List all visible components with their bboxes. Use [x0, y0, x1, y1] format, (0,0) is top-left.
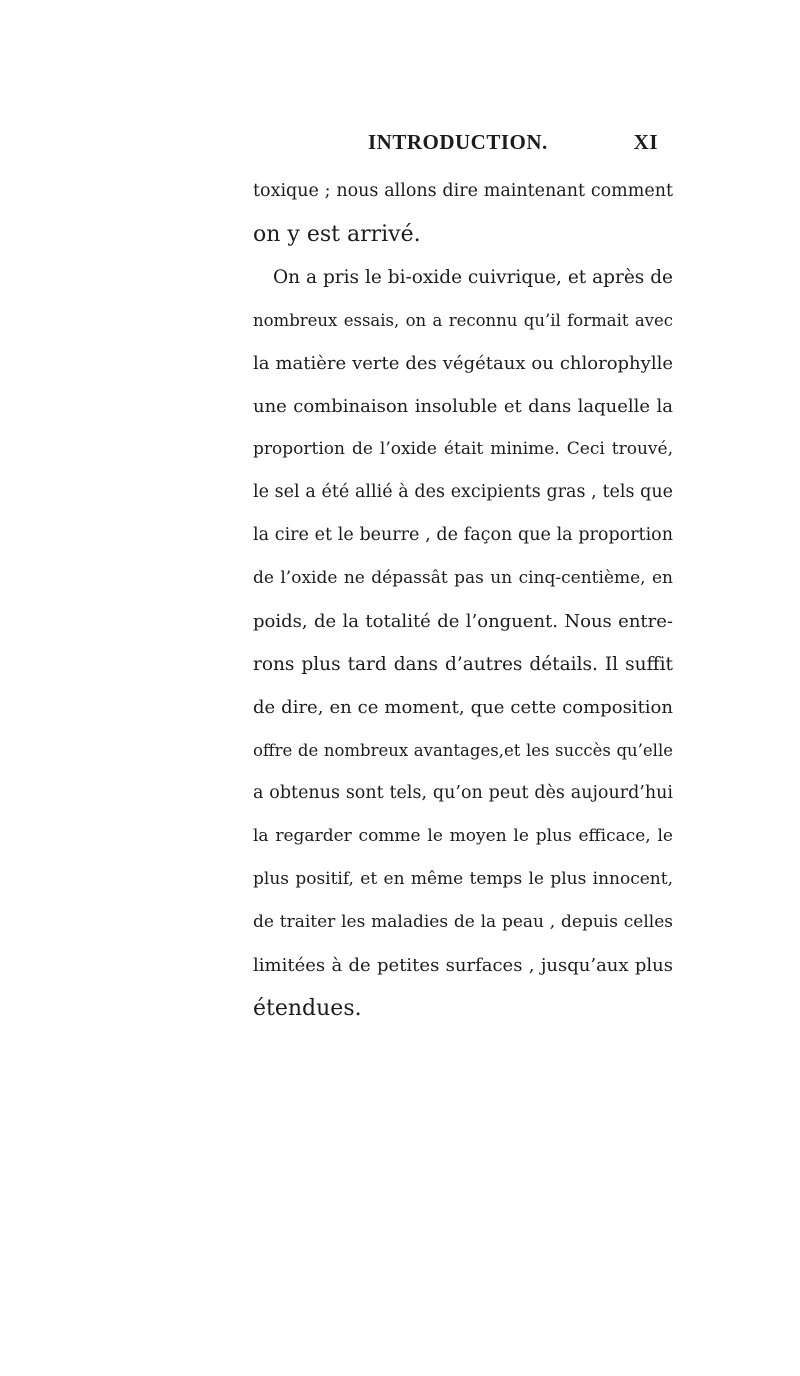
text-line-7: proportion de l’oxide était minime. Ceci trouvé, — [253, 439, 673, 459]
text-line-6: une combinaison insoluble et dans laquelle la — [253, 396, 673, 417]
text-line-9: la cire et le beurre , de façon que la proportion — [253, 525, 673, 545]
text-line-16: la regarder comme le moyen le plus efficace, le — [253, 826, 673, 846]
running-title: INTRODUCTION. — [368, 130, 548, 154]
text-line-12: rons plus tard dans d’autres détails. Il suffit — [253, 654, 673, 675]
text-line-14: offre de nombreux avantages,et les succès qu’elle — [253, 741, 673, 760]
text-line-11: poids, de la totalité de l’onguent. Nous entre- — [253, 611, 673, 632]
text-line-1: toxique ; nous allons dire maintenant comment — [253, 181, 673, 201]
text-line-5: la matière verte des végétaux ou chlorophylle — [253, 353, 673, 374]
running-header — [248, 130, 658, 158]
text-line-10: de l’oxide ne dépassât pas un cinq-centième, en — [253, 568, 673, 588]
text-line-19: limitées à de petites surfaces , jusqu’aux plus — [253, 955, 673, 976]
text-line-4: nombreux essais, on a reconnu qu’il formait avec — [253, 311, 673, 330]
text-line-18: de traiter les maladies de la peau , depuis celles — [253, 912, 673, 932]
body-text — [253, 170, 673, 1030]
text-line-20: étendues. — [253, 996, 362, 1021]
text-line-13: de dire, en ce moment, que cette composition — [253, 697, 673, 718]
page-number: XI — [633, 130, 658, 154]
text-line-17: plus positif, et en même temps le plus innocent, — [253, 869, 673, 889]
text-line-3: On a pris le bi-oxide cuivrique, et après de — [273, 267, 673, 288]
text-line-2: on y est arrivé. — [253, 222, 421, 247]
text-line-15: a obtenus sont tels, qu’on peut dès aujourd’hui — [253, 783, 673, 803]
text-line-8: le sel a été allié à des excipients gras , tels que — [253, 482, 673, 502]
